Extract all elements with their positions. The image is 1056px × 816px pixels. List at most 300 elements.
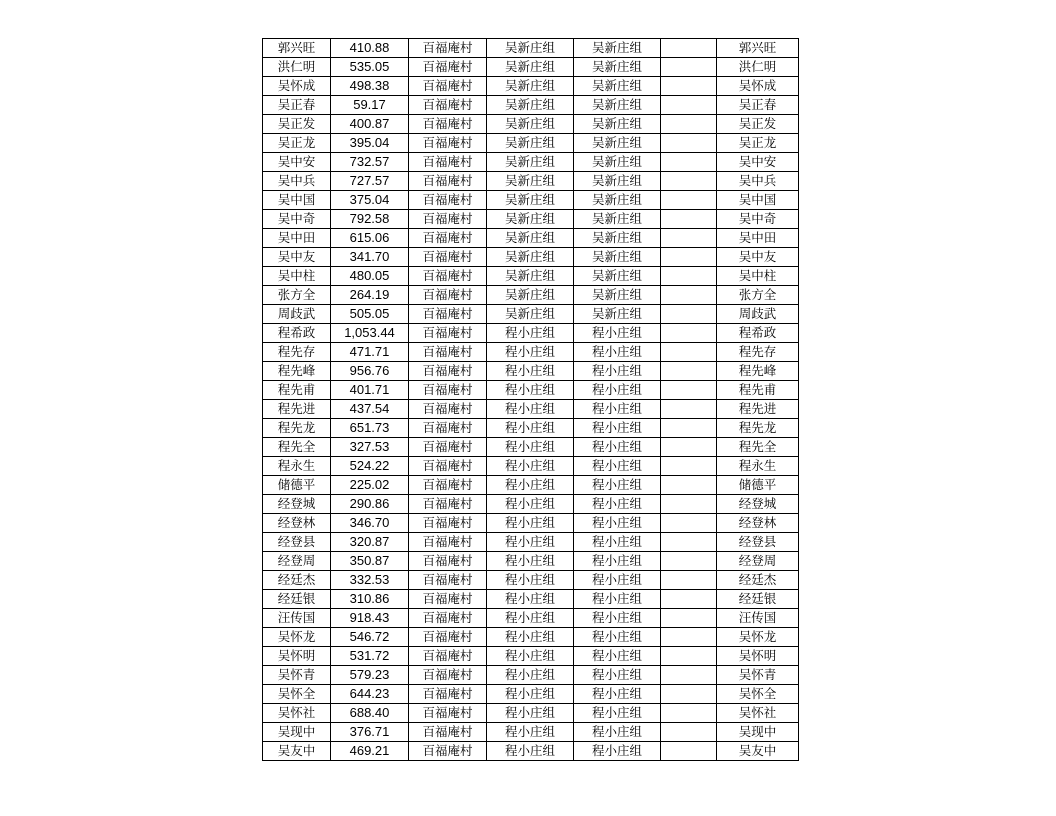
contractor-name-cell: 经登林 bbox=[717, 514, 799, 533]
contractor-name-cell: 吴中国 bbox=[717, 191, 799, 210]
village-cell: 百福庵村 bbox=[409, 153, 487, 172]
blank-cell bbox=[661, 343, 717, 362]
blank-cell bbox=[661, 590, 717, 609]
blank-cell bbox=[661, 381, 717, 400]
village-cell: 百福庵村 bbox=[409, 381, 487, 400]
group-cell-2: 程小庄组 bbox=[574, 628, 661, 647]
contractor-name-cell: 储德平 bbox=[717, 476, 799, 495]
owner-name-cell: 储德平 bbox=[263, 476, 331, 495]
village-cell: 百福庵村 bbox=[409, 77, 487, 96]
area-cell: 341.70 bbox=[331, 248, 409, 267]
village-cell: 百福庵村 bbox=[409, 457, 487, 476]
area-cell: 535.05 bbox=[331, 58, 409, 77]
group-cell: 程小庄组 bbox=[487, 343, 574, 362]
owner-name-cell: 吴怀全 bbox=[263, 685, 331, 704]
village-cell: 百福庵村 bbox=[409, 343, 487, 362]
table-row bbox=[263, 172, 799, 191]
table-row bbox=[263, 514, 799, 533]
blank-cell bbox=[661, 362, 717, 381]
village-cell: 百福庵村 bbox=[409, 248, 487, 267]
area-cell: 395.04 bbox=[331, 134, 409, 153]
area-cell: 579.23 bbox=[331, 666, 409, 685]
table-row bbox=[263, 552, 799, 571]
blank-cell bbox=[661, 533, 717, 552]
blank-cell bbox=[661, 39, 717, 58]
contractor-name-cell: 程先进 bbox=[717, 400, 799, 419]
owner-name-cell: 吴中田 bbox=[263, 229, 331, 248]
owner-name-cell: 汪传国 bbox=[263, 609, 331, 628]
group-cell-2: 程小庄组 bbox=[574, 362, 661, 381]
area-cell: 375.04 bbox=[331, 191, 409, 210]
group-cell: 吴新庄组 bbox=[487, 77, 574, 96]
owner-name-cell: 程先龙 bbox=[263, 419, 331, 438]
area-cell: 651.73 bbox=[331, 419, 409, 438]
owner-name-cell: 吴正龙 bbox=[263, 134, 331, 153]
group-cell: 程小庄组 bbox=[487, 400, 574, 419]
table-row bbox=[263, 191, 799, 210]
table-row bbox=[263, 362, 799, 381]
group-cell-2: 吴新庄组 bbox=[574, 210, 661, 229]
blank-cell bbox=[661, 742, 717, 761]
contractor-name-cell: 郭兴旺 bbox=[717, 39, 799, 58]
area-cell: 524.22 bbox=[331, 457, 409, 476]
contractor-name-cell: 洪仁明 bbox=[717, 58, 799, 77]
village-cell: 百福庵村 bbox=[409, 685, 487, 704]
group-cell-2: 程小庄组 bbox=[574, 533, 661, 552]
village-cell: 百福庵村 bbox=[409, 115, 487, 134]
blank-cell bbox=[661, 400, 717, 419]
group-cell-2: 程小庄组 bbox=[574, 723, 661, 742]
contractor-name-cell: 吴正发 bbox=[717, 115, 799, 134]
contractor-name-cell: 程先存 bbox=[717, 343, 799, 362]
table-row bbox=[263, 229, 799, 248]
owner-name-cell: 周歧武 bbox=[263, 305, 331, 324]
village-cell: 百福庵村 bbox=[409, 742, 487, 761]
group-cell-2: 吴新庄组 bbox=[574, 153, 661, 172]
table-row bbox=[263, 305, 799, 324]
owner-name-cell: 郭兴旺 bbox=[263, 39, 331, 58]
group-cell-2: 程小庄组 bbox=[574, 381, 661, 400]
group-cell-2: 程小庄组 bbox=[574, 438, 661, 457]
village-cell: 百福庵村 bbox=[409, 438, 487, 457]
village-cell: 百福庵村 bbox=[409, 609, 487, 628]
group-cell: 程小庄组 bbox=[487, 476, 574, 495]
village-cell: 百福庵村 bbox=[409, 552, 487, 571]
village-cell: 百福庵村 bbox=[409, 533, 487, 552]
group-cell-2: 程小庄组 bbox=[574, 476, 661, 495]
contractor-name-cell: 吴怀龙 bbox=[717, 628, 799, 647]
table-row bbox=[263, 210, 799, 229]
area-cell: 437.54 bbox=[331, 400, 409, 419]
table-row bbox=[263, 590, 799, 609]
table-row bbox=[263, 381, 799, 400]
group-cell: 程小庄组 bbox=[487, 590, 574, 609]
owner-name-cell: 经廷银 bbox=[263, 590, 331, 609]
contractor-name-cell: 吴中柱 bbox=[717, 267, 799, 286]
owner-name-cell: 程先峰 bbox=[263, 362, 331, 381]
group-cell: 吴新庄组 bbox=[487, 153, 574, 172]
contractor-name-cell: 吴中安 bbox=[717, 153, 799, 172]
village-cell: 百福庵村 bbox=[409, 229, 487, 248]
group-cell-2: 程小庄组 bbox=[574, 590, 661, 609]
group-cell: 程小庄组 bbox=[487, 647, 574, 666]
area-cell: 531.72 bbox=[331, 647, 409, 666]
owner-name-cell: 吴中国 bbox=[263, 191, 331, 210]
village-cell: 百福庵村 bbox=[409, 286, 487, 305]
owner-name-cell: 程先甫 bbox=[263, 381, 331, 400]
group-cell: 程小庄组 bbox=[487, 666, 574, 685]
village-cell: 百福庵村 bbox=[409, 172, 487, 191]
village-cell: 百福庵村 bbox=[409, 419, 487, 438]
contractor-name-cell: 程先甫 bbox=[717, 381, 799, 400]
blank-cell bbox=[661, 324, 717, 343]
table-row bbox=[263, 134, 799, 153]
group-cell: 程小庄组 bbox=[487, 495, 574, 514]
table-row bbox=[263, 96, 799, 115]
contractor-name-cell: 吴现中 bbox=[717, 723, 799, 742]
owner-name-cell: 吴怀明 bbox=[263, 647, 331, 666]
contractor-name-cell: 吴怀全 bbox=[717, 685, 799, 704]
village-cell: 百福庵村 bbox=[409, 514, 487, 533]
group-cell-2: 吴新庄组 bbox=[574, 229, 661, 248]
area-cell: 376.71 bbox=[331, 723, 409, 742]
area-cell: 615.06 bbox=[331, 229, 409, 248]
contractor-name-cell: 经登城 bbox=[717, 495, 799, 514]
village-cell: 百福庵村 bbox=[409, 210, 487, 229]
group-cell: 吴新庄组 bbox=[487, 286, 574, 305]
table-row bbox=[263, 267, 799, 286]
owner-name-cell: 吴中友 bbox=[263, 248, 331, 267]
owner-name-cell: 吴怀成 bbox=[263, 77, 331, 96]
area-cell: 310.86 bbox=[331, 590, 409, 609]
group-cell-2: 程小庄组 bbox=[574, 685, 661, 704]
area-cell: 505.05 bbox=[331, 305, 409, 324]
village-cell: 百福庵村 bbox=[409, 647, 487, 666]
group-cell: 吴新庄组 bbox=[487, 191, 574, 210]
owner-name-cell: 洪仁明 bbox=[263, 58, 331, 77]
group-cell: 程小庄组 bbox=[487, 533, 574, 552]
contractor-name-cell: 经廷杰 bbox=[717, 571, 799, 590]
table-row bbox=[263, 647, 799, 666]
contractor-name-cell: 经登周 bbox=[717, 552, 799, 571]
group-cell-2: 吴新庄组 bbox=[574, 172, 661, 191]
owner-name-cell: 吴正发 bbox=[263, 115, 331, 134]
area-cell: 792.58 bbox=[331, 210, 409, 229]
group-cell-2: 程小庄组 bbox=[574, 742, 661, 761]
village-cell: 百福庵村 bbox=[409, 400, 487, 419]
group-cell-2: 吴新庄组 bbox=[574, 248, 661, 267]
area-cell: 350.87 bbox=[331, 552, 409, 571]
contractor-name-cell: 周歧武 bbox=[717, 305, 799, 324]
group-cell: 程小庄组 bbox=[487, 438, 574, 457]
contractor-name-cell: 张方全 bbox=[717, 286, 799, 305]
area-cell: 480.05 bbox=[331, 267, 409, 286]
group-cell: 程小庄组 bbox=[487, 552, 574, 571]
blank-cell bbox=[661, 305, 717, 324]
owner-name-cell: 程永生 bbox=[263, 457, 331, 476]
table-row bbox=[263, 58, 799, 77]
village-cell: 百福庵村 bbox=[409, 267, 487, 286]
area-cell: 400.87 bbox=[331, 115, 409, 134]
group-cell: 程小庄组 bbox=[487, 457, 574, 476]
village-cell: 百福庵村 bbox=[409, 723, 487, 742]
village-cell: 百福庵村 bbox=[409, 39, 487, 58]
area-cell: 410.88 bbox=[331, 39, 409, 58]
area-cell: 469.21 bbox=[331, 742, 409, 761]
group-cell-2: 吴新庄组 bbox=[574, 96, 661, 115]
blank-cell bbox=[661, 172, 717, 191]
area-cell: 918.43 bbox=[331, 609, 409, 628]
contractor-name-cell: 吴中田 bbox=[717, 229, 799, 248]
owner-name-cell: 吴怀社 bbox=[263, 704, 331, 723]
table-row bbox=[263, 77, 799, 96]
owner-name-cell: 程先全 bbox=[263, 438, 331, 457]
blank-cell bbox=[661, 115, 717, 134]
group-cell-2: 吴新庄组 bbox=[574, 39, 661, 58]
blank-cell bbox=[661, 552, 717, 571]
area-cell: 1,053.44 bbox=[331, 324, 409, 343]
table-body bbox=[263, 39, 799, 761]
area-cell: 401.71 bbox=[331, 381, 409, 400]
group-cell: 吴新庄组 bbox=[487, 229, 574, 248]
area-cell: 471.71 bbox=[331, 343, 409, 362]
owner-name-cell: 吴友中 bbox=[263, 742, 331, 761]
table-row bbox=[263, 324, 799, 343]
group-cell: 程小庄组 bbox=[487, 381, 574, 400]
owner-name-cell: 吴中兵 bbox=[263, 172, 331, 191]
village-cell: 百福庵村 bbox=[409, 590, 487, 609]
table-row bbox=[263, 248, 799, 267]
group-cell-2: 程小庄组 bbox=[574, 457, 661, 476]
table-row bbox=[263, 400, 799, 419]
group-cell: 程小庄组 bbox=[487, 419, 574, 438]
area-cell: 225.02 bbox=[331, 476, 409, 495]
area-cell: 688.40 bbox=[331, 704, 409, 723]
table-row bbox=[263, 704, 799, 723]
table-row bbox=[263, 39, 799, 58]
group-cell-2: 吴新庄组 bbox=[574, 267, 661, 286]
blank-cell bbox=[661, 134, 717, 153]
blank-cell bbox=[661, 571, 717, 590]
contractor-name-cell: 吴友中 bbox=[717, 742, 799, 761]
table-row bbox=[263, 419, 799, 438]
owner-name-cell: 吴怀龙 bbox=[263, 628, 331, 647]
group-cell: 程小庄组 bbox=[487, 609, 574, 628]
group-cell: 吴新庄组 bbox=[487, 115, 574, 134]
owner-name-cell: 程先存 bbox=[263, 343, 331, 362]
group-cell: 程小庄组 bbox=[487, 704, 574, 723]
group-cell: 程小庄组 bbox=[487, 685, 574, 704]
village-cell: 百福庵村 bbox=[409, 628, 487, 647]
area-cell: 290.86 bbox=[331, 495, 409, 514]
contractor-name-cell: 吴正龙 bbox=[717, 134, 799, 153]
area-cell: 59.17 bbox=[331, 96, 409, 115]
village-cell: 百福庵村 bbox=[409, 666, 487, 685]
village-cell: 百福庵村 bbox=[409, 134, 487, 153]
blank-cell bbox=[661, 628, 717, 647]
contractor-name-cell: 程先峰 bbox=[717, 362, 799, 381]
blank-cell bbox=[661, 191, 717, 210]
owner-name-cell: 经登林 bbox=[263, 514, 331, 533]
group-cell: 程小庄组 bbox=[487, 742, 574, 761]
area-cell: 320.87 bbox=[331, 533, 409, 552]
table-row bbox=[263, 286, 799, 305]
blank-cell bbox=[661, 514, 717, 533]
contractor-name-cell: 吴中友 bbox=[717, 248, 799, 267]
group-cell-2: 吴新庄组 bbox=[574, 286, 661, 305]
group-cell: 程小庄组 bbox=[487, 571, 574, 590]
owner-name-cell: 经廷杰 bbox=[263, 571, 331, 590]
group-cell-2: 程小庄组 bbox=[574, 514, 661, 533]
group-cell-2: 吴新庄组 bbox=[574, 77, 661, 96]
village-cell: 百福庵村 bbox=[409, 305, 487, 324]
contractor-name-cell: 汪传国 bbox=[717, 609, 799, 628]
table-row bbox=[263, 723, 799, 742]
group-cell: 吴新庄组 bbox=[487, 305, 574, 324]
group-cell-2: 吴新庄组 bbox=[574, 305, 661, 324]
group-cell-2: 程小庄组 bbox=[574, 324, 661, 343]
blank-cell bbox=[661, 153, 717, 172]
group-cell-2: 程小庄组 bbox=[574, 704, 661, 723]
village-cell: 百福庵村 bbox=[409, 362, 487, 381]
group-cell: 吴新庄组 bbox=[487, 172, 574, 191]
contractor-name-cell: 吴怀成 bbox=[717, 77, 799, 96]
table-row bbox=[263, 609, 799, 628]
group-cell-2: 程小庄组 bbox=[574, 343, 661, 362]
blank-cell bbox=[661, 419, 717, 438]
area-cell: 264.19 bbox=[331, 286, 409, 305]
group-cell-2: 程小庄组 bbox=[574, 571, 661, 590]
blank-cell bbox=[661, 210, 717, 229]
group-cell: 吴新庄组 bbox=[487, 96, 574, 115]
group-cell-2: 程小庄组 bbox=[574, 609, 661, 628]
group-cell: 程小庄组 bbox=[487, 514, 574, 533]
blank-cell bbox=[661, 609, 717, 628]
contractor-name-cell: 程先全 bbox=[717, 438, 799, 457]
village-cell: 百福庵村 bbox=[409, 324, 487, 343]
group-cell: 吴新庄组 bbox=[487, 267, 574, 286]
table-row bbox=[263, 628, 799, 647]
area-cell: 327.53 bbox=[331, 438, 409, 457]
contractor-name-cell: 吴怀青 bbox=[717, 666, 799, 685]
area-cell: 644.23 bbox=[331, 685, 409, 704]
group-cell-2: 程小庄组 bbox=[574, 400, 661, 419]
blank-cell bbox=[661, 438, 717, 457]
area-cell: 727.57 bbox=[331, 172, 409, 191]
group-cell: 吴新庄组 bbox=[487, 248, 574, 267]
owner-name-cell: 经登周 bbox=[263, 552, 331, 571]
owner-name-cell: 吴现中 bbox=[263, 723, 331, 742]
owner-name-cell: 吴中奇 bbox=[263, 210, 331, 229]
contractor-name-cell: 吴怀社 bbox=[717, 704, 799, 723]
blank-cell bbox=[661, 457, 717, 476]
village-cell: 百福庵村 bbox=[409, 476, 487, 495]
owner-name-cell: 张方全 bbox=[263, 286, 331, 305]
blank-cell bbox=[661, 647, 717, 666]
owner-name-cell: 程希政 bbox=[263, 324, 331, 343]
area-cell: 956.76 bbox=[331, 362, 409, 381]
area-cell: 332.53 bbox=[331, 571, 409, 590]
contractor-name-cell: 程永生 bbox=[717, 457, 799, 476]
owner-name-cell: 吴正春 bbox=[263, 96, 331, 115]
table-row bbox=[263, 742, 799, 761]
table-row bbox=[263, 495, 799, 514]
table-row bbox=[263, 343, 799, 362]
blank-cell bbox=[661, 704, 717, 723]
group-cell: 吴新庄组 bbox=[487, 134, 574, 153]
contractor-name-cell: 吴怀明 bbox=[717, 647, 799, 666]
contractor-name-cell: 程希政 bbox=[717, 324, 799, 343]
household-area-table bbox=[262, 38, 799, 761]
village-cell: 百福庵村 bbox=[409, 495, 487, 514]
blank-cell bbox=[661, 476, 717, 495]
owner-name-cell: 吴怀青 bbox=[263, 666, 331, 685]
group-cell-2: 吴新庄组 bbox=[574, 191, 661, 210]
area-cell: 732.57 bbox=[331, 153, 409, 172]
group-cell-2: 吴新庄组 bbox=[574, 134, 661, 153]
group-cell-2: 程小庄组 bbox=[574, 647, 661, 666]
table-row bbox=[263, 533, 799, 552]
contractor-name-cell: 程先龙 bbox=[717, 419, 799, 438]
owner-name-cell: 经登县 bbox=[263, 533, 331, 552]
contractor-name-cell: 经登县 bbox=[717, 533, 799, 552]
table-row bbox=[263, 476, 799, 495]
village-cell: 百福庵村 bbox=[409, 96, 487, 115]
contractor-name-cell: 吴正春 bbox=[717, 96, 799, 115]
blank-cell bbox=[661, 685, 717, 704]
group-cell: 程小庄组 bbox=[487, 324, 574, 343]
village-cell: 百福庵村 bbox=[409, 58, 487, 77]
group-cell: 程小庄组 bbox=[487, 362, 574, 381]
group-cell-2: 吴新庄组 bbox=[574, 58, 661, 77]
blank-cell bbox=[661, 248, 717, 267]
blank-cell bbox=[661, 58, 717, 77]
contractor-name-cell: 吴中兵 bbox=[717, 172, 799, 191]
blank-cell bbox=[661, 666, 717, 685]
village-cell: 百福庵村 bbox=[409, 191, 487, 210]
table-row bbox=[263, 153, 799, 172]
blank-cell bbox=[661, 267, 717, 286]
contractor-name-cell: 吴中奇 bbox=[717, 210, 799, 229]
contractor-name-cell: 经廷银 bbox=[717, 590, 799, 609]
area-cell: 346.70 bbox=[331, 514, 409, 533]
area-cell: 498.38 bbox=[331, 77, 409, 96]
group-cell-2: 程小庄组 bbox=[574, 419, 661, 438]
group-cell: 程小庄组 bbox=[487, 628, 574, 647]
blank-cell bbox=[661, 96, 717, 115]
table-row bbox=[263, 685, 799, 704]
group-cell-2: 程小庄组 bbox=[574, 666, 661, 685]
area-cell: 546.72 bbox=[331, 628, 409, 647]
owner-name-cell: 程先进 bbox=[263, 400, 331, 419]
group-cell: 吴新庄组 bbox=[487, 210, 574, 229]
group-cell-2: 吴新庄组 bbox=[574, 115, 661, 134]
owner-name-cell: 吴中柱 bbox=[263, 267, 331, 286]
village-cell: 百福庵村 bbox=[409, 704, 487, 723]
table-row bbox=[263, 115, 799, 134]
group-cell-2: 程小庄组 bbox=[574, 495, 661, 514]
blank-cell bbox=[661, 77, 717, 96]
table-row bbox=[263, 666, 799, 685]
group-cell: 吴新庄组 bbox=[487, 58, 574, 77]
group-cell: 吴新庄组 bbox=[487, 39, 574, 58]
table-row bbox=[263, 571, 799, 590]
blank-cell bbox=[661, 229, 717, 248]
village-cell: 百福庵村 bbox=[409, 571, 487, 590]
group-cell: 程小庄组 bbox=[487, 723, 574, 742]
blank-cell bbox=[661, 286, 717, 305]
table-row bbox=[263, 457, 799, 476]
